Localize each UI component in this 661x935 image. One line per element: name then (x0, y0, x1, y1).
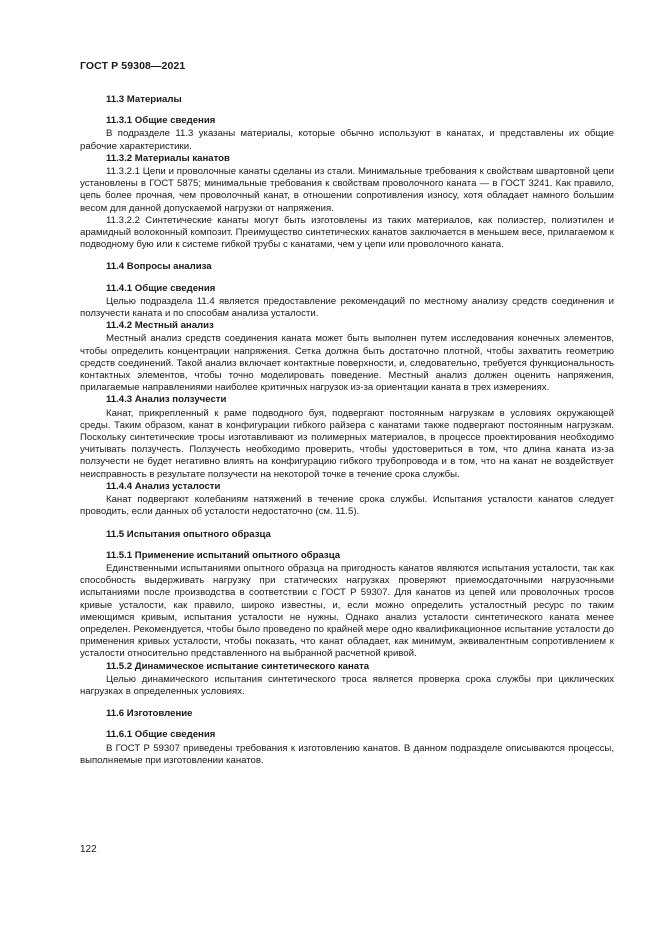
document-header: ГОСТ Р 59308—2021 (80, 60, 186, 72)
subsection-heading-11-4-4: 11.4.4 Анализ усталости (106, 480, 221, 492)
section-heading-11-3: 11.3 Материалы (106, 94, 182, 105)
paragraph: 11.3.2.2 Синтетические канаты могут быть изготовлены из таких материалов, как полиэстер, полиэтилен и арамидный волоконный композит. Преимущество синтетических канатов заключается в меньшем весе, прилагаемом к подводному бую или к системе гибкой трубы с канатами, чем у цепи или проволочного каната. (80, 214, 614, 251)
paragraph: Целью динамического испытания синтетического троса является проверка срока службы при циклических нагрузках в определенных условиях. (80, 673, 614, 697)
page-number: 122 (80, 844, 97, 855)
subsection-heading-11-3-1: 11.3.1 Общие сведения (106, 115, 216, 127)
paragraph: Целью подраздела 11.4 является предоставление рекомендаций по местному анализу средств соединения и ползучести каната и по способам анализа усталости. (80, 295, 614, 320)
paragraph: 11.3.2.1 Цепи и проволочные канаты сделаны из стали. Минимальные требования к свойствам швартовной цепи установлены в ГОСТ 5875; минимальные требования к свойствам проволочного каната — в ГОСТ 3241. Как правило, цепь более прочная, чем проволочный канат, в отношении сопротивления износу, хотя обладает намного большим весом для данной допускаемой нагрузки от напряжения. (80, 166, 614, 214)
section-heading-11-4: 11.4 Вопросы анализа (106, 261, 212, 273)
subsection-heading-11-4-2: 11.4.2 Местный анализ (106, 320, 214, 332)
paragraph: Канат, прикрепленный к раме подводного буя, подвергают постоянным нагрузкам в условиях окружающей среды. Таким образом, канат в конфигурации гибкого райзера с канатами также подвергают постоянным нагрузкам. Поскольку синтетические тросы изготавливают из полимерных материалов, в процессе проектирования необходимо учитывать ползучесть. Ползучесть необходимо проверить, чтобы удостовериться в том, что длина каната из-за ползучести не будет негативно влиять на конфигурацию гибкого трубопровода и в том, что на канат не воздействует неисправность в результате ползучести на некоторой точке в течение срока службы. (80, 407, 614, 480)
subsection-heading-11-5-1: 11.5.1 Применение испытаний опытного образца (106, 549, 341, 561)
paragraph: Канат подвергают колебаниям натяжений в течение срока службы. Испытания усталости канатов следует проводить, если данных об усталости недостаточно (см. 11.5). (80, 494, 614, 518)
section-heading-11-6: 11.6 Изготовление (106, 708, 193, 720)
subsection-heading-11-4-3: 11.4.3 Анализ ползучести (106, 394, 227, 406)
paragraph: Единственными испытаниями опытного образца на пригодность канатов являются испытания усталости, так как способность выдерживать нагрузку при статических нагрузках проверяют приемосдаточными нагрузочными испытаниями после производства в соответствии с ГОСТ Р 59307. Для канатов из цепей или проволочных тросов кривые усталости, как правило, широко известны, и, если можно определить усталостный ресурс по таким имеющимся кривым, испытания усталости не нужны. Однако анализ усталости синтетического каната менее определен. Рекомендуется, чтобы было проведено по крайней мере одно квалификационное испытание усталости до применения кривых усталости, чтобы показать, что канат обладает, как минимум, эквивалентным сопротивлением к усталости относительно представленного на выбранной расчетной кривой. (80, 562, 614, 660)
paragraph: В подразделе 11.3 указаны материалы, которые обычно используют в канатах, и представлены их общие рабочие характеристики. (80, 128, 614, 152)
subsection-heading-11-5-2: 11.5.2 Динамическое испытание синтетического каната (106, 660, 370, 672)
paragraph: Местный анализ средств соединения каната может быть выполнен путем исследования конечных элементов, чтобы определить концентрации напряжения. Сетка должна быть достаточно плотной, чтобы захватить геометрию средств соединений. Такой анализ включает контактные поверхности, и, следовательно, требуется функциональность контактных элементов, чтобы точно моделировать поведение. Местный анализ должен оценить напряжения, прилагаемые направлениями наиболее критичных нагрузок из-за ориентации каната в трех измерениях. (80, 333, 614, 394)
subsection-heading-11-3-2: 11.3.2 Материалы канатов (106, 152, 230, 164)
section-heading-11-5: 11.5 Испытания опытного образца (106, 528, 271, 540)
paragraph: В ГОСТ Р 59307 приведены требования к изготовлению канатов. В данном подразделе описываются процессы, выполняемые при изготовлении канатов. (80, 742, 614, 766)
document-body (80, 94, 614, 767)
subsection-heading-11-6-1: 11.6.1 Общие сведения (106, 729, 216, 741)
subsection-heading-11-4-1: 11.4.1 Общие сведения (106, 282, 216, 294)
